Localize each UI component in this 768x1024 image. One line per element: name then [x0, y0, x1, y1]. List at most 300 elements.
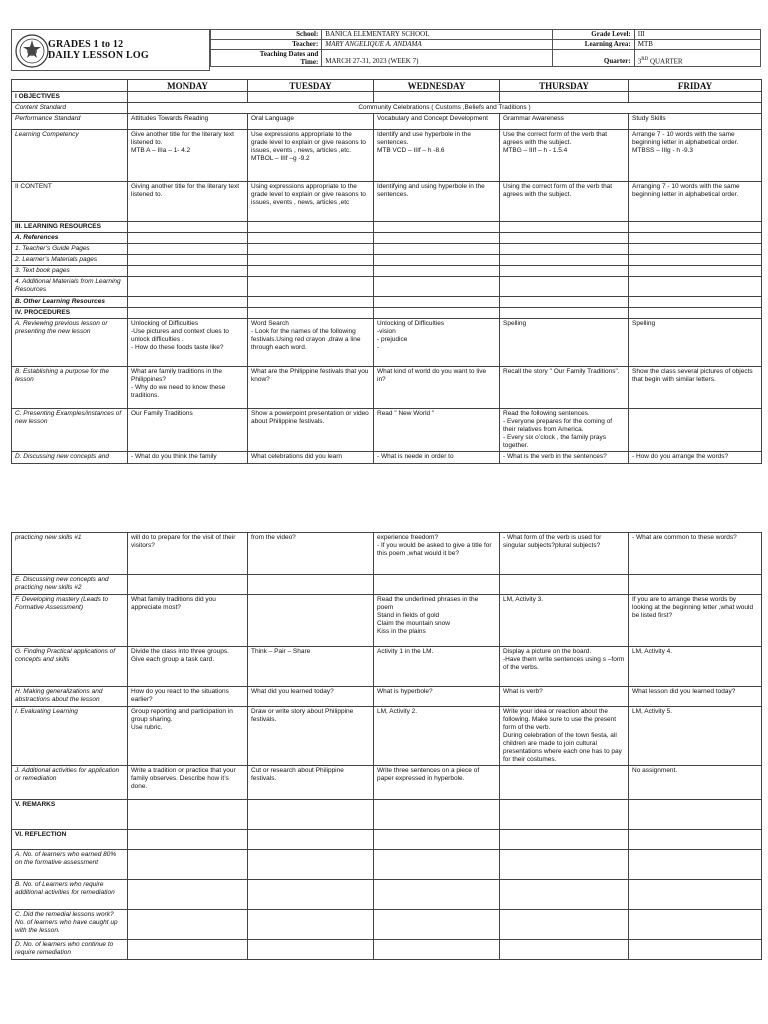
header [11, 29, 761, 71]
day-cell-wednesday [374, 575, 500, 595]
day-cell-wednesday [374, 266, 500, 277]
deped-seal-icon [15, 34, 49, 68]
cell-line: Display a picture on the board. [503, 648, 592, 655]
day-cell-monday [128, 266, 248, 277]
day-cell-friday [629, 940, 762, 960]
day-cell-wednesday [374, 277, 500, 297]
lesson-table-part2 [11, 532, 762, 960]
row-label: V. REMARKS [12, 800, 128, 830]
row-label: 3. Text book pages [12, 266, 128, 277]
row-label: D. No. of learners who continue to require remediation [12, 940, 128, 960]
row-label: 2. Learner’s Materials pages [12, 255, 128, 266]
day-cell-monday [128, 830, 248, 850]
table-row [12, 182, 762, 222]
day-cell-friday [629, 233, 762, 244]
cell-line: Draw or write story about Philippine festivals. [251, 708, 354, 723]
table-row [12, 297, 762, 308]
cell-line: from the video? [251, 534, 296, 541]
table-row [12, 255, 762, 266]
day-cell-thursday [500, 222, 629, 233]
table-row [12, 319, 762, 367]
day-cell-wednesday [374, 940, 500, 960]
table-row [12, 103, 762, 114]
cell-line: MTB A – IIIa – 1- 4.2 [131, 147, 191, 154]
day-cell-friday [629, 266, 762, 277]
day-cell [248, 92, 374, 103]
area-value: MTB [634, 40, 760, 50]
day-cell-friday [629, 130, 762, 182]
day-cell-tuesday [248, 800, 374, 830]
day-cell-friday [629, 244, 762, 255]
row-label: D. Discussing new concepts and [12, 452, 128, 464]
dates-label [211, 50, 322, 67]
row-label: G. Finding Practical applications of concepts and skills [12, 647, 128, 687]
day-cell-monday [128, 244, 248, 255]
row-span-cell: Community Celebrations ( Customs ,Beliefs and Traditions ) [128, 103, 762, 114]
cell-line: What kind of world do you want to live in? [377, 368, 487, 383]
table-row [12, 277, 762, 297]
day-cell-tuesday [248, 850, 374, 880]
day-cell-thursday [500, 850, 629, 880]
row-label: A. Reviewing previous lesson or presenting the new lesson [12, 319, 128, 367]
cell-line: MTBOL – IIIf –g -9.2 [251, 155, 310, 162]
cell-line: - [377, 344, 380, 351]
cell-line: What are the Philippine festivals that you know? [251, 368, 369, 383]
quarter-word: QUARTER [648, 57, 683, 65]
cell-line: Unlocking of Difficulties [377, 320, 445, 327]
day-cell-wednesday [374, 830, 500, 850]
table-row [12, 830, 762, 850]
day-cell-friday [629, 319, 762, 367]
day-cell-tuesday [248, 182, 374, 222]
lesson-table-part1 [11, 79, 762, 464]
day-cell-tuesday [248, 910, 374, 940]
quarter-value [634, 50, 760, 67]
day-cell-tuesday [248, 233, 374, 244]
day-cell-monday [128, 130, 248, 182]
day-cell-friday [629, 850, 762, 880]
cell-line: - What are common to these words? [632, 534, 737, 541]
cell-line: Identify and use hyperbole in the sentences. [377, 131, 471, 146]
day-cell-tuesday [248, 687, 374, 707]
day-cell-monday [128, 707, 248, 766]
day-cell-wednesday [374, 255, 500, 266]
row-label: IV. PROCEDURES [12, 308, 128, 319]
day-tuesday: TUESDAY [248, 80, 374, 92]
day-cell-tuesday [248, 266, 374, 277]
day-cell-tuesday [248, 297, 374, 308]
day-cell-monday [128, 409, 248, 452]
day-cell-wednesday [374, 766, 500, 800]
cell-line: Think – Pair – Share [251, 648, 311, 655]
cell-line: Spelling [503, 320, 527, 327]
row-label: B. No. of Learners who require additional activities for remediation [12, 880, 128, 910]
cell-line: - Look for the names of the following festivals.Using red crayon ,draw a line through each word. [251, 328, 361, 351]
table-row [12, 244, 762, 255]
day-cell-monday [128, 850, 248, 880]
day-cell-friday [629, 255, 762, 266]
day-cell-monday [128, 800, 248, 830]
day-cell-monday [128, 910, 248, 940]
day-cell-wednesday [374, 707, 500, 766]
cell-line: Give another title for the literary text listened to. [131, 131, 234, 146]
table-row [12, 409, 762, 452]
day-cell-tuesday [248, 647, 374, 687]
day-cell-thursday [500, 409, 629, 452]
day-cell-tuesday [248, 452, 374, 464]
cell-line: - Everyone prepares for the coming of their relatives from America. [503, 418, 613, 433]
day-cell-friday [629, 297, 762, 308]
day-cell-tuesday [248, 940, 374, 960]
row-label: H. Making generalizations and abstractions about the lesson [12, 687, 128, 707]
table-row [12, 130, 762, 182]
day-cell-thursday [500, 575, 629, 595]
cell-line: What family traditions did you appreciate most? [131, 596, 216, 611]
day-cell-tuesday [248, 130, 374, 182]
cell-line: Write three sentences on a piece of paper expressed in hyperbole. [377, 767, 480, 782]
day-cell-monday [128, 575, 248, 595]
cell-line: - What do you think the family [131, 453, 217, 460]
day-cell-wednesday [374, 130, 500, 182]
day-cell-wednesday [374, 910, 500, 940]
row-label: J. Additional activities for application or remediation [12, 766, 128, 800]
cell-line: Arranging 7 - 10 words with the same beginning letter in alphabetical order. [632, 183, 740, 198]
quarter-suffix: RD [641, 56, 649, 62]
day-cell-thursday [500, 595, 629, 647]
day-monday: MONDAY [128, 80, 248, 92]
row-label: 4. Additional Materials from Learning Resources [12, 277, 128, 297]
cell-line: -vision [377, 328, 396, 335]
day-cell-tuesday: Oral Language [248, 114, 374, 130]
day-cell-monday [128, 880, 248, 910]
cell-line: Use expressions appropriate to the grade level to explain or give reasons to issues, events , news, articles ,etc. [251, 131, 366, 154]
day-cell-friday [629, 575, 762, 595]
day-cell-wednesday [374, 409, 500, 452]
day-cell-thursday [500, 940, 629, 960]
day-cell-friday [629, 182, 762, 222]
day-cell-monday [128, 452, 248, 464]
info-table [210, 29, 761, 67]
row-label: VI. REFLECTION [12, 830, 128, 850]
day-cell-tuesday [248, 308, 374, 319]
table-row [12, 575, 762, 595]
cell-line: Our Family Traditions [131, 410, 193, 417]
cell-line: - Every six o’clock , the family prays together. [503, 434, 606, 449]
row-label: II CONTENT [12, 182, 128, 222]
cell-line: -Have them write sentences using s –form of the verbs. [503, 656, 625, 671]
day-cell-friday [629, 707, 762, 766]
lesson-table-part2-body [12, 533, 762, 960]
day-cell-wednesday [374, 319, 500, 367]
table-row [12, 647, 762, 687]
row-label: 1. Teacher’s Guide Pages [12, 244, 128, 255]
dates-value: MARCH 27-31, 2023 (WEEK 7) [322, 50, 553, 67]
cell-line: Write a tradition or practice that your family observes. Describe how it’s done. [131, 767, 236, 790]
cell-line: - What form of the verb is used for singular subjects?plural subjects? [503, 534, 602, 549]
table-row [12, 707, 762, 766]
day-cell [500, 92, 629, 103]
cell-line: What are family traditions in the Philippines? [131, 368, 223, 383]
day-friday: FRIDAY [629, 80, 762, 92]
day-cell-tuesday [248, 222, 374, 233]
table-row [12, 222, 762, 233]
day-cell-friday [629, 533, 762, 575]
teacher-label: Teacher: [211, 40, 322, 50]
cell-line: What is verb? [503, 688, 543, 695]
day-cell-friday [629, 595, 762, 647]
quarter-number: 3 [637, 57, 642, 65]
cell-line: What is hyperbole? [377, 688, 433, 695]
day-cell-monday [128, 367, 248, 409]
day-cell-wednesday [374, 244, 500, 255]
day-cell-tuesday [248, 707, 374, 766]
day-cell-thursday [500, 880, 629, 910]
day-cell-wednesday: Vocabulary and Concept Development [374, 114, 500, 130]
day-cell-tuesday [248, 367, 374, 409]
day-cell-friday [629, 910, 762, 940]
day-cell-thursday [500, 800, 629, 830]
cell-line: - How do you arrange the words? [632, 453, 729, 460]
day-cell-monday [128, 647, 248, 687]
table-row [12, 687, 762, 707]
day-cell-thursday [500, 687, 629, 707]
cell-line: Use rubric. [131, 724, 163, 731]
cell-line: Claim the mountain snow [377, 620, 450, 627]
cell-line: No assignment. [632, 767, 678, 774]
teacher-value: MARY ANGELIQUE A. ANDAMA [322, 40, 553, 50]
table-row [12, 766, 762, 800]
cell-line: will do to prepare for the visit of their visitors? [131, 534, 236, 549]
day-cell-tuesday [248, 277, 374, 297]
logo-line1: GRADES 1 to 12 [48, 39, 124, 50]
cell-line: Read the underlined phrases in the poem [377, 596, 479, 611]
cell-line: Giving another title for the literary text listened to. [131, 183, 240, 198]
day-cell-tuesday [248, 766, 374, 800]
cell-line: Kiss in the plains [377, 628, 426, 635]
table-row [12, 266, 762, 277]
cell-line: What did you learned today? [251, 688, 334, 695]
day-cell-wednesday [374, 233, 500, 244]
row-label: A. No. of learners who earned 80% on the formative assessment [12, 850, 128, 880]
day-cell-tuesday [248, 255, 374, 266]
day-cell-thursday [500, 308, 629, 319]
cell-line: Read " New World " [377, 410, 435, 417]
cell-line: LM, Activity 5. [632, 708, 673, 715]
table-row [12, 880, 762, 910]
row-label: B. Other Learning Resources [12, 297, 128, 308]
day-cell-thursday [500, 830, 629, 850]
day-cell-wednesday [374, 182, 500, 222]
cell-line: MTBG – IIIf – h - 1.5.4 [503, 147, 568, 154]
day-cell-wednesday [374, 533, 500, 575]
day-cell-thursday [500, 452, 629, 464]
day-cell-tuesday [248, 830, 374, 850]
cell-line: Arrange 7 - 10 words with the same beginning letter in alphabetical order. [632, 131, 739, 146]
row-label: Performance Standard [12, 114, 128, 130]
cell-line: What lesson did you learned today? [632, 688, 736, 695]
logo-title [48, 39, 149, 61]
day-cell-thursday [500, 910, 629, 940]
table-row [12, 233, 762, 244]
table-row [12, 114, 762, 130]
day-cell-monday [128, 308, 248, 319]
day-cell-wednesday [374, 308, 500, 319]
day-cell-wednesday [374, 297, 500, 308]
row-label: B. Establishing a purpose for the lesson [12, 367, 128, 409]
day-cell [629, 92, 762, 103]
row-label: C. Did the remedial lessons work? No. of learners who have caught up with the lesson. [12, 910, 128, 940]
cell-line: Group reporting and participation in group sharing. [131, 708, 233, 723]
row-label: C. Presenting Examples/instances of new lesson [12, 409, 128, 452]
day-cell-monday [128, 533, 248, 575]
day-cell-thursday [500, 182, 629, 222]
cell-line: If you are to arrange these words by looking at the beginning letter ,what would be listed first? [632, 596, 754, 619]
row-label: E. Discussing new concepts and practicing new skills #2 [12, 575, 128, 595]
row-label: III. LEARNING RESOURCES [12, 222, 128, 233]
cell-line: Show a powerpoint presentation or video about Philippine festivals. [251, 410, 369, 425]
cell-line: LM, Activity 3. [503, 596, 544, 603]
cell-line: Read the following sentences. [503, 410, 590, 417]
day-cell-tuesday [248, 595, 374, 647]
day-cell-monday [128, 319, 248, 367]
day-cell-wednesday [374, 222, 500, 233]
grade-value: III [634, 30, 760, 40]
table-row [12, 533, 762, 575]
day-cell-thursday [500, 244, 629, 255]
day-header-row [12, 80, 762, 92]
day-cell-wednesday [374, 452, 500, 464]
day-cell-thursday [500, 766, 629, 800]
cell-line: - If you would be asked to give a title for this poem ,what would it be? [377, 542, 492, 557]
cell-line: Use the correct form of the verb that agrees with the subject. [503, 131, 608, 146]
cell-line: Spelling [632, 320, 656, 327]
table-row [12, 595, 762, 647]
cell-line: MTBSS – IIIg - h -9.3 [632, 147, 694, 154]
row-label: F. Developing mastery (Leads to Formative Assessment) [12, 595, 128, 647]
day-cell-tuesday [248, 533, 374, 575]
area-label: Learning Area: [552, 40, 634, 50]
day-cell-friday [629, 308, 762, 319]
day-cell-monday [128, 222, 248, 233]
day-cell-monday [128, 277, 248, 297]
day-cell-friday [629, 409, 762, 452]
day-cell-friday [629, 367, 762, 409]
cell-line: Using expressions appropriate to the grade level to explain or give reasons to issues, events , news, articles ,etc [251, 183, 366, 206]
day-cell-thursday [500, 130, 629, 182]
cell-line: Activity 1 in the LM. [377, 648, 434, 655]
day-cell-friday [629, 222, 762, 233]
day-cell-monday [128, 687, 248, 707]
cell-line: - Why do we need to know these traditions. [131, 384, 226, 399]
day-cell-friday: Study Skills [629, 114, 762, 130]
day-cell-monday [128, 233, 248, 244]
cell-line: Using the correct form of the verb that agrees with the subject. [503, 183, 613, 198]
day-wednesday: WEDNESDAY [374, 80, 500, 92]
cell-line: During celebration of the town fiesta, all children are made to join cultural presentations where each one has to pay for their costumes. [503, 732, 622, 763]
cell-line: Identifying and using hyperbole in the sentences. [377, 183, 485, 198]
day-cell-wednesday [374, 687, 500, 707]
cell-line: Show the class several pictures of objects that begin with similar letters. [632, 368, 753, 383]
row-label: Learning Competency [12, 130, 128, 182]
cell-line: Unlocking of Difficulties [131, 320, 199, 327]
table-row [12, 452, 762, 464]
table-row [12, 940, 762, 960]
cell-line: Write your idea or reaction about the following. Make sure to use the present form of the verb. [503, 708, 617, 731]
day-cell-thursday [500, 233, 629, 244]
dates-label-line1: Teaching Dates and [259, 50, 319, 58]
day-cell [374, 92, 500, 103]
day-cell-wednesday [374, 595, 500, 647]
cell-line: How do you react to the situations earlier? [131, 688, 229, 703]
quarter-label: Quarter: [552, 50, 634, 67]
day-cell-friday [629, 880, 762, 910]
table-row [12, 910, 762, 940]
row-label: I. Evaluating Learning [12, 707, 128, 766]
lesson-table-part1-body [12, 92, 762, 464]
cell-line: - What is neede in order to [377, 453, 454, 460]
cell-line: - What is the verb in the sentences? [503, 453, 607, 460]
day-cell-tuesday [248, 880, 374, 910]
dates-label-line2: Time: [300, 58, 319, 66]
cell-line: experience freedom? [377, 534, 439, 541]
day-cell-monday [128, 940, 248, 960]
day-cell-tuesday [248, 575, 374, 595]
cell-line: LM, Activity 4. [632, 648, 673, 655]
day-cell [128, 92, 248, 103]
cell-line: Divide the class into three groups. Give each group a task card. [131, 648, 229, 663]
cell-line: MTB VCD – IIIf – h -8.6 [377, 147, 445, 154]
cell-line: -Use pictures and context clues to unlock difficulties . [131, 328, 229, 343]
day-cell-thursday [500, 255, 629, 266]
day-cell-friday [629, 766, 762, 800]
day-cell-wednesday [374, 850, 500, 880]
cell-line: What celebrations did you learn [251, 453, 343, 460]
grade-label: Grade Level: [552, 30, 634, 40]
table-row [12, 367, 762, 409]
day-cell-thursday: Grammar Awareness [500, 114, 629, 130]
cell-line: - How do these foods taste like? [131, 344, 224, 351]
cell-line: - prejudice [377, 336, 408, 343]
day-cell-tuesday [248, 244, 374, 255]
table-row [12, 800, 762, 830]
cell-line: Recall the story " Our Family Traditions". [503, 368, 620, 375]
cell-line: Cut or research about Philippine festivals. [251, 767, 344, 782]
day-thursday: THURSDAY [500, 80, 629, 92]
row-label: practicing new skills #1 [12, 533, 128, 575]
table-row [12, 308, 762, 319]
school-label: School: [211, 30, 322, 40]
cell-line: LM, Activity 2. [377, 708, 418, 715]
day-cell-friday [629, 800, 762, 830]
row-label: A. References [12, 233, 128, 244]
day-cell-thursday [500, 533, 629, 575]
day-cell-friday [629, 687, 762, 707]
day-cell-monday [128, 595, 248, 647]
day-cell-monday [128, 255, 248, 266]
day-cell-monday [128, 182, 248, 222]
day-cell-wednesday [374, 800, 500, 830]
day-cell-thursday [500, 647, 629, 687]
day-cell-thursday [500, 707, 629, 766]
day-cell-thursday [500, 266, 629, 277]
day-cell-friday [629, 452, 762, 464]
day-cell-wednesday [374, 647, 500, 687]
day-cell-wednesday [374, 367, 500, 409]
cell-line: Word Search [251, 320, 289, 327]
corner-cell [12, 80, 128, 92]
table-row [12, 92, 762, 103]
day-cell-monday [128, 766, 248, 800]
